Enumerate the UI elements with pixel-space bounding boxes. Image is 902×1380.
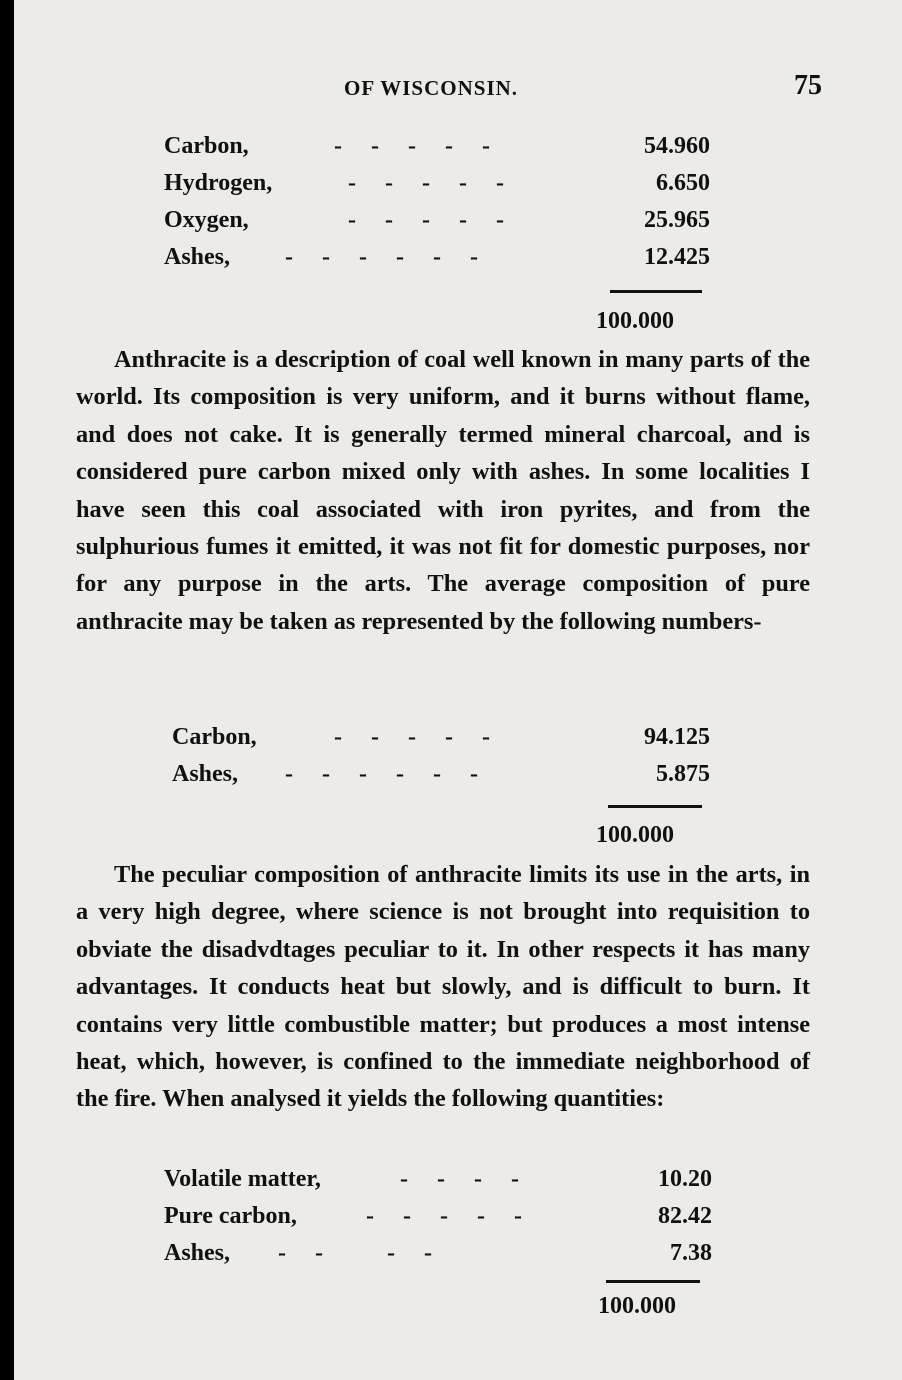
row-value: 10.20 xyxy=(658,1166,712,1192)
sum-rule xyxy=(608,805,702,808)
composition-table-2 xyxy=(164,719,724,793)
row-value: 5.875 xyxy=(656,761,710,787)
sum-rule xyxy=(606,1280,700,1283)
row-label: Carbon, xyxy=(172,724,257,750)
table-row xyxy=(164,1198,724,1235)
row-label: Ashes, xyxy=(172,761,239,787)
table-row xyxy=(164,165,724,202)
table-total: 100.000 xyxy=(596,308,674,334)
leader-dots: - - - - - - xyxy=(264,761,479,787)
table-row xyxy=(164,719,724,756)
leader-dots: - - - - - xyxy=(334,724,491,750)
row-value: 7.38 xyxy=(670,1240,712,1266)
table-row xyxy=(164,239,724,276)
table-row xyxy=(164,1235,724,1272)
running-head: OF WISCONSIN. xyxy=(344,76,519,100)
leader-dots: - - - - - xyxy=(324,1203,523,1229)
paragraph-peculiar: The peculiar composition of anthracite limits its use in the arts, in a very high degree, where science is not brought into requisition to obviate the disadvdtages peculiar to it. In other respects it has many advantages. It conducts heat but slowly, and is difficult to burn. It contains very little combustible matter; but produces a most intense heat, which, however, is confined to the immediate neighborhood of the fire. When analysed it yields the following quantities: xyxy=(76,861,810,1113)
paragraph-anthracite: Anthracite is a description of coal well known in many parts of the world. Its composition is very uniform, and it burns without flame, and does not cake. It is generally termed mineral charcoal, and is considered pure carbon mixed only with ashes. In some localities I have seen this coal associated with iron pyrites, and from the sulphurious fumes it emitted, it was not fit for domestic purposes, nor for any purpose in the arts. The average composition of pure anthracite may be taken as represented by the following numbers- xyxy=(76,346,810,635)
table-total: 100.000 xyxy=(598,1293,676,1319)
leader-dots: - - - - - xyxy=(334,170,505,196)
row-label: Hydrogen, xyxy=(164,170,273,196)
row-label: Carbon, xyxy=(164,133,249,159)
row-label: Volatile matter, xyxy=(164,1166,321,1192)
row-value: 82.42 xyxy=(658,1203,712,1229)
row-value: 25.965 xyxy=(644,207,710,233)
book-page xyxy=(14,0,902,1380)
row-label: Ashes, xyxy=(164,1240,231,1266)
table-total: 100.000 xyxy=(596,822,674,848)
leader-dots: - - - - xyxy=(344,1166,520,1192)
row-label: Pure carbon, xyxy=(164,1203,297,1229)
row-value: 12.425 xyxy=(644,244,710,270)
table-row xyxy=(164,756,724,793)
page-number: 75 xyxy=(794,70,822,101)
leader-dots: - - - - - xyxy=(334,133,491,159)
table-row xyxy=(164,1161,724,1198)
table-row xyxy=(164,128,724,165)
table-row xyxy=(164,202,724,239)
row-label: Oxygen, xyxy=(164,207,249,233)
row-label: Ashes, xyxy=(164,244,231,270)
page-header xyxy=(14,70,902,110)
composition-table-3 xyxy=(164,1161,724,1272)
leader-dots: - - - - - xyxy=(334,207,505,233)
composition-table-1 xyxy=(164,128,724,276)
row-value: 94.125 xyxy=(644,724,710,750)
sum-rule xyxy=(610,290,702,293)
leader-dots: - - - - xyxy=(264,1240,433,1266)
row-value: 6.650 xyxy=(656,170,710,196)
leader-dots: - - - - - - xyxy=(264,244,479,270)
row-value: 54.960 xyxy=(644,133,710,159)
